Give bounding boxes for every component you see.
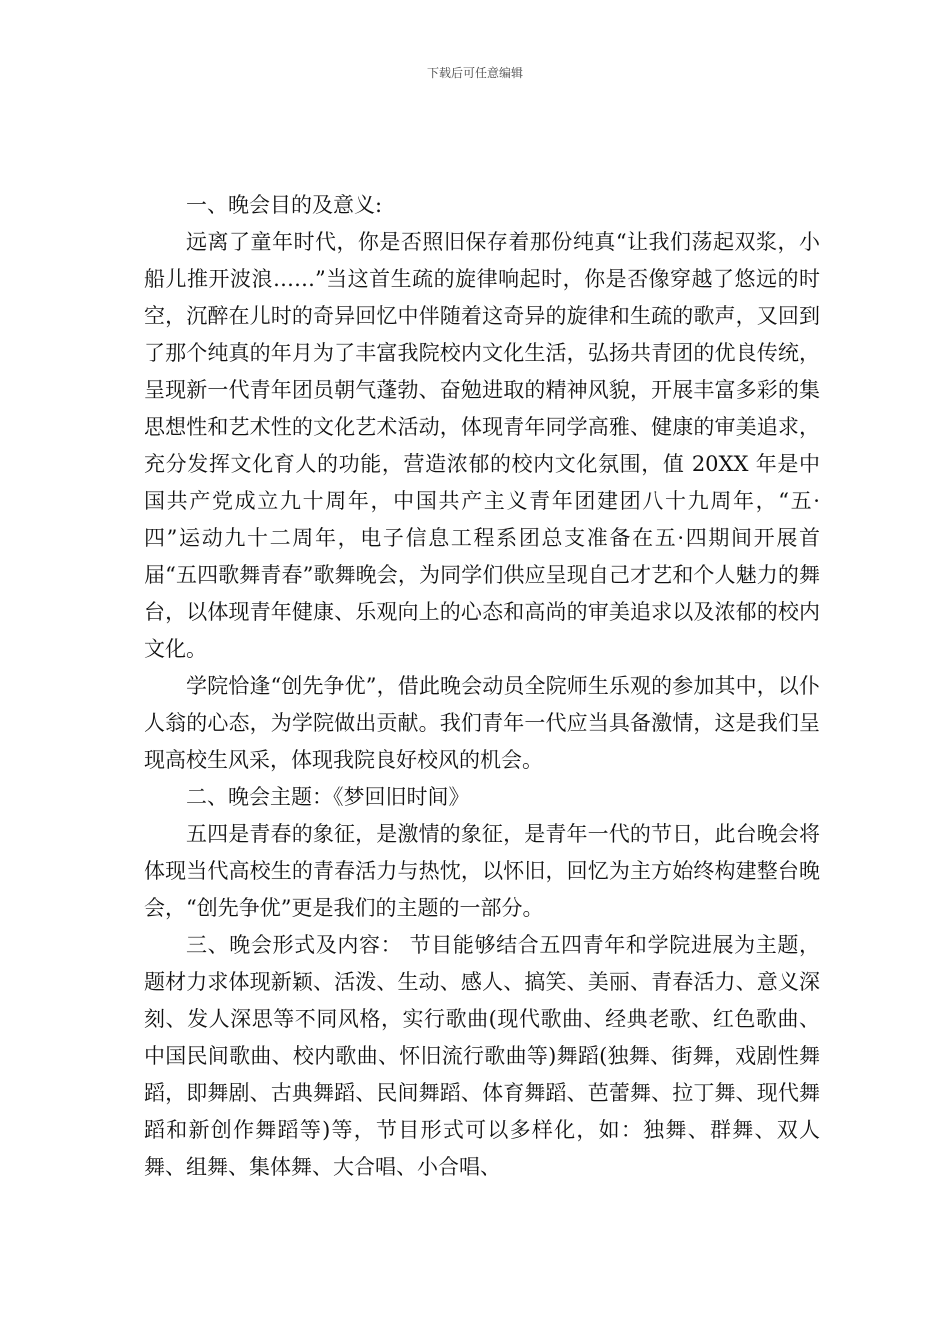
page-header: 下载后可任意编辑 [426, 66, 523, 80]
paragraph-theme: 五四是青春的象征，是激情的象征，是青年一代的节日，此台晚会将体现当代高校生的青春活力与热忱，以怀旧，回忆为主方始终构建整台晚会，“创先争优”更是我们的主题的一部分。 [144, 822, 820, 920]
document-body [144, 187, 820, 1186]
section-heading-theme: 二、晚会主题：《梦回旧时间》 [186, 785, 470, 809]
paragraph-background: 远离了童年时代，你是否照旧保存着那份纯真“让我们荡起双浆，小船儿推开波浪……”当这首生疏的旋律响起时，你是否像穿越了悠远的时空，沉醉在儿时的奇异回忆中伴随着这奇异的旋律和生疏的歌声，又回到了那个纯真的年月为了丰富我院校内文化生活，弘扬共青团的优良传统，呈现新一代青年团员朝气蓬勃、奋勉进取的精神风貌，开展丰富多彩的集思想性和艺术性的文化艺术活动，体现青年同学高雅、健康的审美追求，充分发挥文化育人的功能，营造浓郁的校内文化氛围，值 20XX 年是中国共产党成立九十周年，中国共产主义青年团建团八十九周年，“五·四”运动九十二周年，电子信息工程系团总支准备在五·四期间开展首届“五四歌舞青春”歌舞晚会，为同学们供应呈现自己才艺和个人魅力的舞台，以体现青年健康、乐观向上的心态和高尚的审美追求以及浓郁的校内文化。 [144, 230, 820, 661]
paragraph-format: 三、晚会形式及内容： 节目能够结合五四青年和学院进展为主题，题材力求体现新颖、活泼、生动、感人、搞笑、美丽、青春活力、意义深刻、发人深思等不同风格，实行歌曲(现代歌曲、经典老歌、红色歌曲、中国民间歌曲、校内歌曲、怀旧流行歌曲等)舞蹈(独舞、街舞，戏剧性舞蹈，即舞剧、古典舞蹈、民间舞蹈、体育舞蹈、芭蕾舞、拉丁舞、现代舞蹈和新创作舞蹈等)等，节目形式可以多样化，如：独舞、群舞、双人舞、组舞、集体舞、大合唱、小合唱、 [144, 933, 820, 1179]
section-heading-purpose: 一、晚会目的及意义: [186, 193, 383, 217]
paragraph-significance: 学院恰逢“创先争优”，借此晚会动员全院师生乐观的参加其中，以仆人翁的心态，为学院做出贡献。我们青年一代应当具备激情，这是我们呈现高校生风采，体现我院良好校风的机会。 [144, 674, 820, 772]
